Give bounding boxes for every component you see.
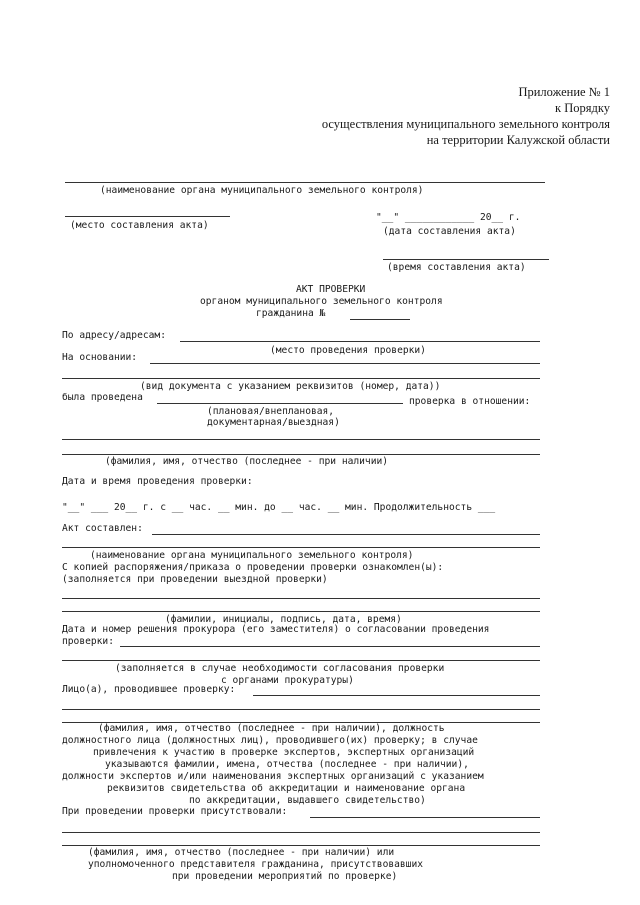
inspector-caption-2: должностного лица (должностных лиц), проводившего(их) проверку; в случае <box>62 735 478 746</box>
prosecutor-field-1[interactable] <box>120 646 540 647</box>
inspector-caption-5: должности экспертов и/или наименования экспертных организаций с указанием <box>62 771 484 782</box>
datetime-field[interactable]: "__" ___ 20__ г. с __ час. __ мин. до __ час. __ мин. Продолжительность ___ <box>62 502 496 513</box>
copy-field-1[interactable] <box>62 598 540 599</box>
time-field[interactable] <box>383 259 549 260</box>
present-caption-2: уполномоченного представителя гражданина, присутствовавших <box>88 859 424 870</box>
date-field[interactable]: "__" ____________ 20__ г. <box>376 212 521 223</box>
address-caption: (место проведения проверки) <box>270 345 426 356</box>
inspector-caption-6: реквизитов свидетельства об аккредитации и наименование органа <box>107 783 466 794</box>
inspector-caption-3: привлечения к участию в проверке экспертов, экспертных организаций <box>93 747 475 758</box>
person-field-2[interactable] <box>62 454 540 455</box>
inspector-field-2[interactable] <box>62 709 540 710</box>
address-label: По адресу/адресам: <box>62 330 166 341</box>
prosecutor-caption-1: (заполняется в случае необходимости согласования проверки <box>115 663 445 674</box>
drafted-field-1[interactable] <box>152 534 540 535</box>
present-caption-1: (фамилия, имя, отчество (последнее - при наличии) или <box>88 847 395 858</box>
copy-caption: (фамилии, инициалы, подпись, дата, время) <box>165 614 402 625</box>
inspector-label: Лицо(а), проводившее проверку: <box>62 684 236 695</box>
address-field[interactable] <box>180 341 540 342</box>
prosecutor-text-1: Дата и номер решения прокурора (его заместителя) о согласовании проведения <box>62 624 490 635</box>
drafted-field-2[interactable] <box>62 547 540 548</box>
conducted-type-field[interactable] <box>157 403 403 404</box>
datetime-label: Дата и время проведения проверки: <box>62 476 253 487</box>
copy-text-1: С копией распоряжения/приказа о проведении проверки ознакомлен(ы): <box>62 562 444 573</box>
inspector-field-1[interactable] <box>253 695 540 696</box>
inspector-caption-4: указываются фамилии, имена, отчества (последнее - при наличии), <box>105 759 469 770</box>
organ-name-field[interactable] <box>65 182 545 183</box>
conducted-label: была проведена <box>62 392 143 403</box>
prosecutor-text-2: проверки: <box>62 636 114 647</box>
conducted-caption-2: документарная/выездная) <box>207 417 340 428</box>
present-field-2[interactable] <box>62 832 540 833</box>
place-field[interactable] <box>65 216 230 217</box>
prosecutor-field-2[interactable] <box>62 660 540 661</box>
present-field-1[interactable] <box>310 817 540 818</box>
appendix-line-4: на территории Калужской области <box>426 133 610 147</box>
time-caption: (время составления акта) <box>387 262 526 273</box>
act-subtitle: органом муниципального земельного контроля <box>200 296 443 307</box>
appendix-title: Приложение № 1 <box>518 85 610 99</box>
copy-field-2[interactable] <box>62 611 540 612</box>
inspector-caption-1: (фамилия, имя, отчество (последнее - при наличии), должность <box>98 723 445 734</box>
copy-text-2: (заполняется при проведении выездной проверки) <box>62 574 328 585</box>
act-number-field[interactable] <box>350 319 410 320</box>
act-number-label: гражданина № <box>256 308 326 319</box>
drafted-caption: (наименование органа муниципального земельного контроля) <box>90 550 414 561</box>
appendix-header <box>322 84 610 148</box>
date-caption: (дата составления акта) <box>383 226 516 237</box>
appendix-line-2: к Порядку <box>555 101 610 115</box>
basis-field-1[interactable] <box>150 363 540 364</box>
present-label: При проведении проверки присутствовали: <box>62 806 288 817</box>
organ-name-caption: (наименование органа муниципального земельного контроля) <box>100 185 424 196</box>
conducted-suffix: проверка в отношении: <box>409 396 531 407</box>
basis-caption: (вид документа с указанием реквизитов (номер, дата)) <box>140 381 441 392</box>
person-field-1[interactable] <box>62 439 540 440</box>
prosecutor-caption-2: с органами прокуратуры) <box>221 675 354 686</box>
drafted-label: Акт составлен: <box>62 523 143 534</box>
basis-field-2[interactable] <box>62 378 540 379</box>
place-caption: (место составления акта) <box>70 220 209 231</box>
act-title: АКТ ПРОВЕРКИ <box>296 284 366 295</box>
person-caption: (фамилия, имя, отчество (последнее - при наличии) <box>105 456 389 467</box>
present-caption-3: при проведении мероприятий по проверке) <box>172 871 398 882</box>
appendix-line-3: осуществления муниципального земельного контроля <box>321 117 610 131</box>
present-field-3[interactable] <box>62 845 540 846</box>
inspector-caption-7: по аккредитации, выдавшего свидетельство) <box>189 795 426 806</box>
basis-label: На основании: <box>62 352 138 363</box>
conducted-caption-1: (плановая/внеплановая, <box>207 406 335 417</box>
